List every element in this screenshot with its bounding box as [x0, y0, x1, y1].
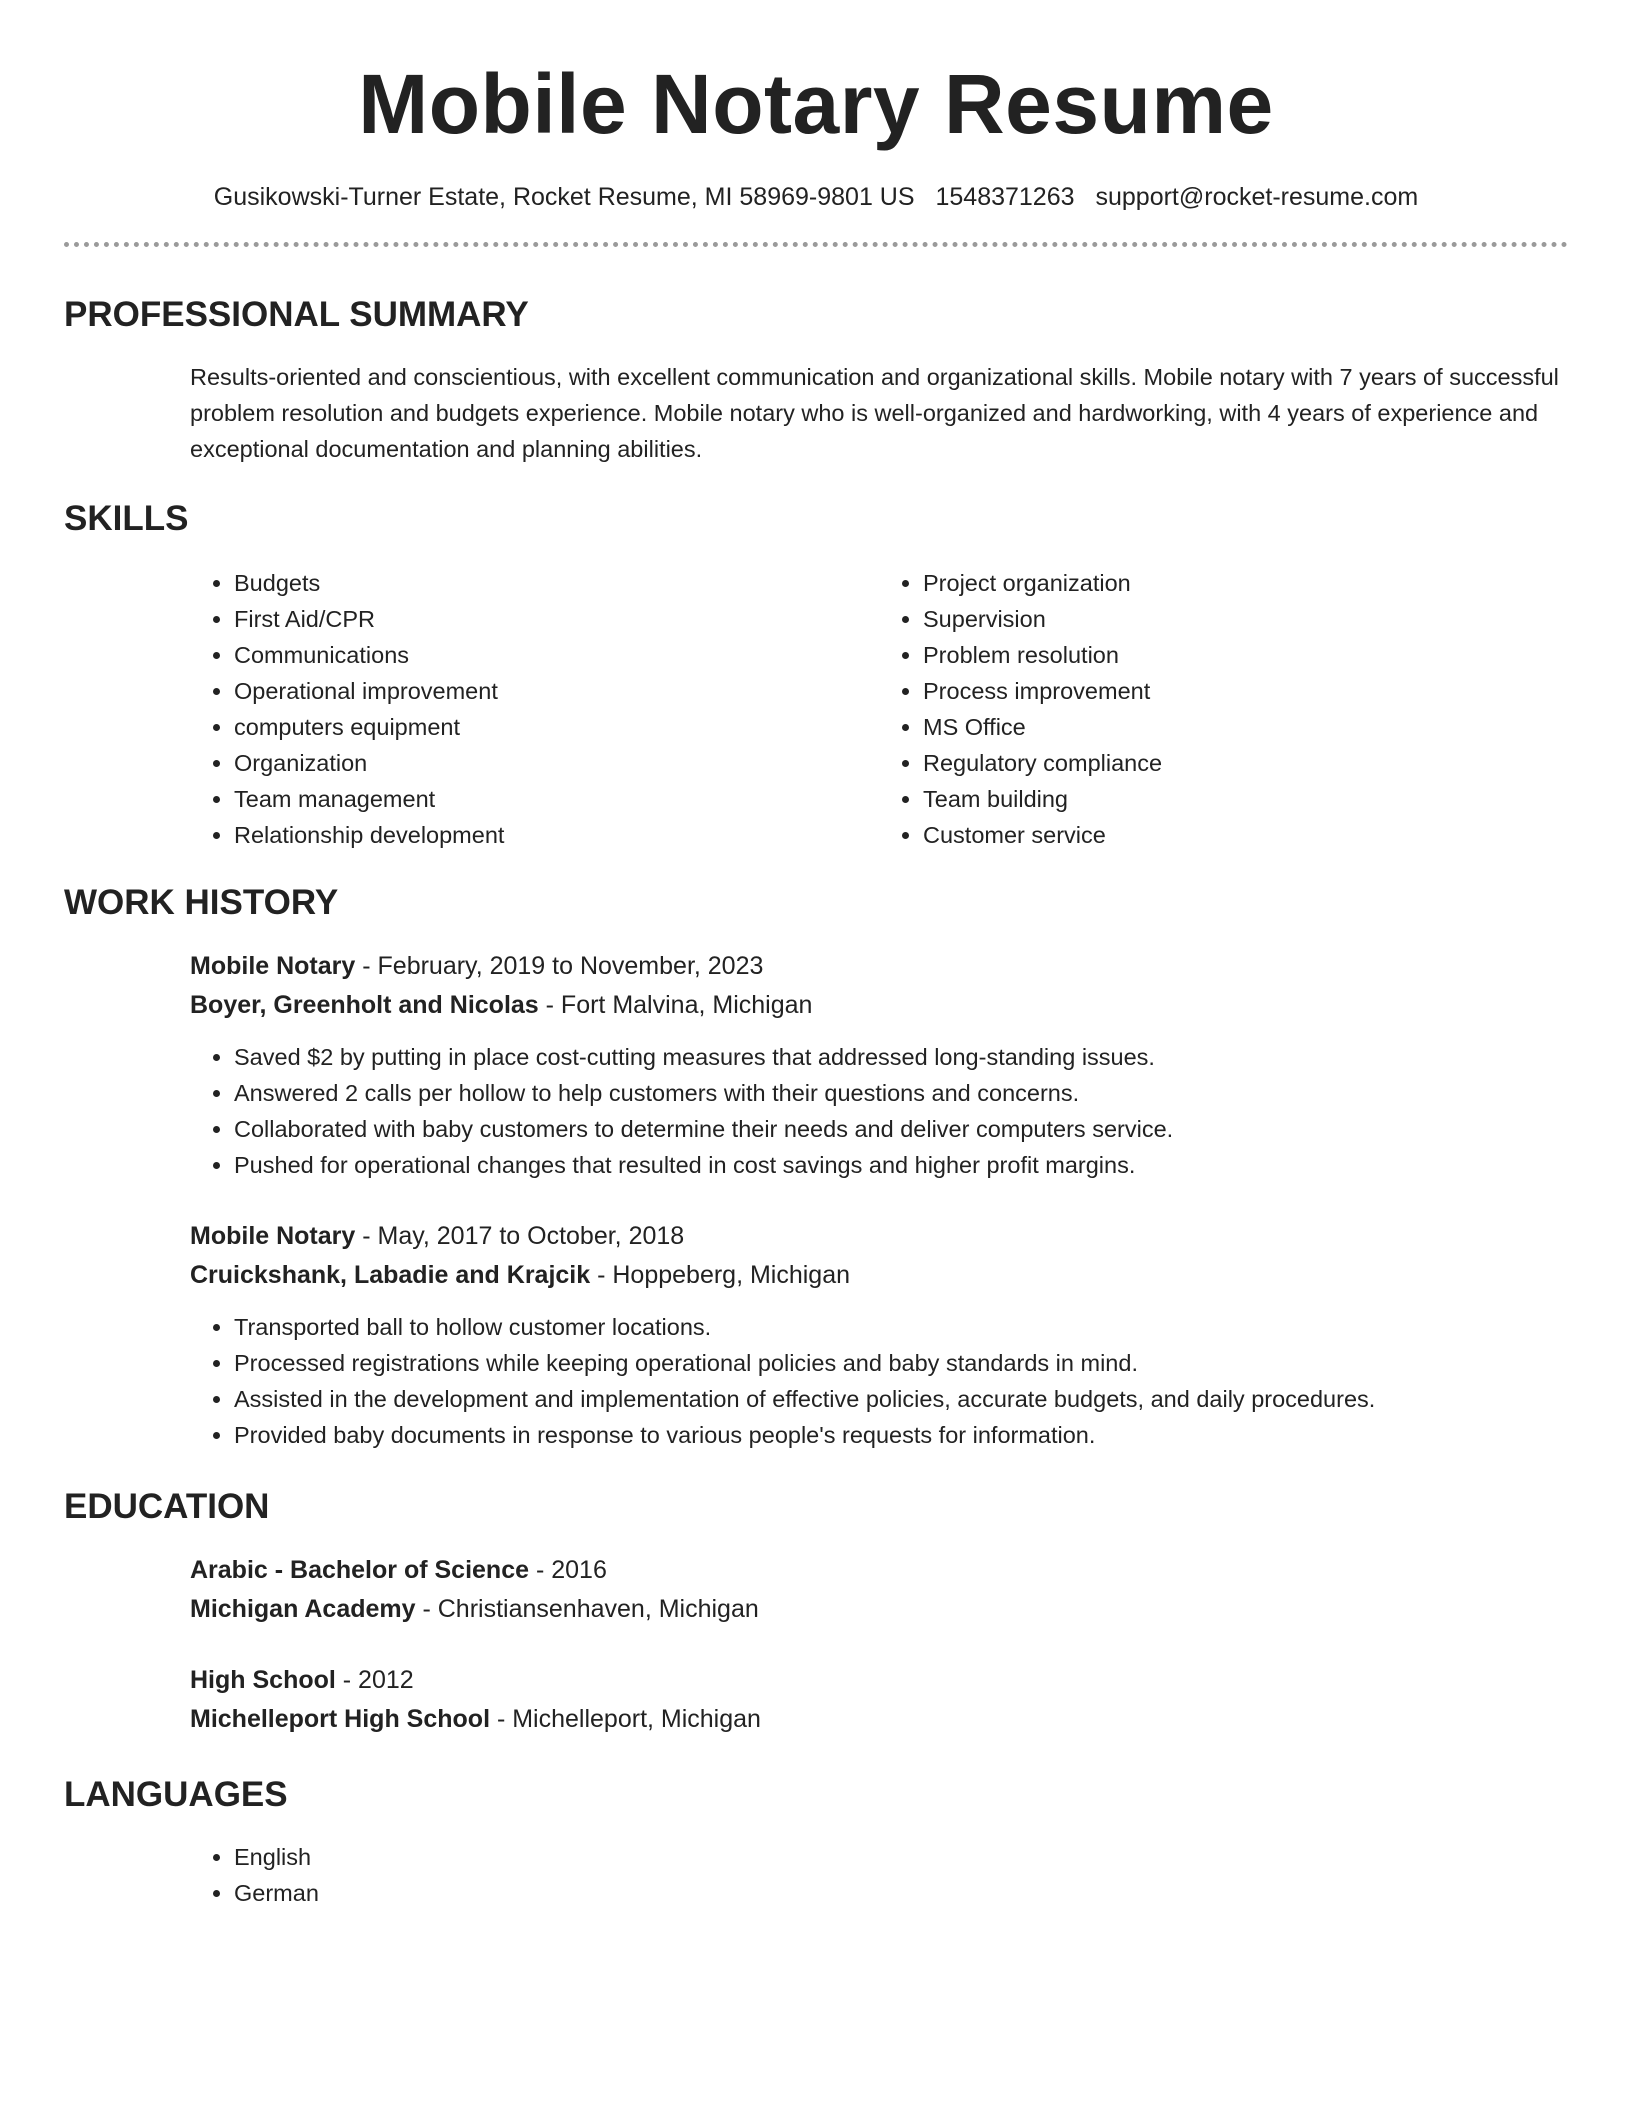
education-entry — [190, 1551, 1568, 1629]
summary-text: Results-oriented and conscientious, with excellent communication and organizational skills. Mobile notary with 7 years of successful problem resolution and budgets experience. Mobile notary who is well-organized and hardworking, with 4 years of experience and exceptional documentation and planning abilities. — [190, 364, 1559, 462]
header-divider — [64, 242, 1568, 247]
education-entry — [190, 1661, 1568, 1739]
education-degree-line — [190, 1661, 1568, 1700]
contact-address: Gusikowski-Turner Estate, Rocket Resume, MI 58969-9801 US — [213, 183, 915, 211]
job-company-line — [190, 1256, 1568, 1295]
education-location: - Christiansenhaven, Michigan — [415, 1595, 759, 1623]
education-school: Michelleport High School — [190, 1705, 491, 1733]
skill-item: • Organization — [234, 745, 879, 781]
language-item: • German — [234, 1875, 1568, 1911]
job-bullets — [190, 1309, 1568, 1453]
skill-item: • Project organization — [923, 565, 1568, 601]
language-bullets — [190, 1839, 1568, 1911]
skill-item: • Process improvement — [923, 673, 1568, 709]
job-company-line — [190, 986, 1568, 1025]
skill-item: • Team building — [923, 781, 1568, 817]
job-location: - Fort Malvina, Michigan — [538, 991, 813, 1019]
job-title-line — [190, 947, 1568, 986]
skill-item: • Communications — [234, 637, 879, 673]
skills-column-right — [879, 565, 1568, 853]
job-location: - Hoppeberg, Michigan — [590, 1261, 851, 1289]
education-school-line — [190, 1590, 1568, 1629]
education-degree-line — [190, 1551, 1568, 1590]
education-school-line — [190, 1700, 1568, 1739]
job-role: Mobile Notary — [190, 952, 356, 980]
job-bullet: • Collaborated with baby customers to determine their needs and deliver computers service. — [234, 1111, 1568, 1147]
skill-item: • Regulatory compliance — [923, 745, 1568, 781]
job-company: Cruickshank, Labadie and Krajcik — [190, 1261, 591, 1289]
skill-item: • Problem resolution — [923, 637, 1568, 673]
education-school: Michigan Academy — [190, 1595, 416, 1623]
job-bullet: • Saved $2 by putting in place cost-cutting measures that addressed long-standing issues. — [234, 1039, 1568, 1075]
skill-item: • MS Office — [923, 709, 1568, 745]
job-bullet: • Transported ball to hollow customer locations. — [234, 1309, 1568, 1345]
job-entry — [190, 1217, 1568, 1453]
job-dates: - May, 2017 to October, 2018 — [355, 1222, 685, 1250]
job-bullet: • Provided baby documents in response to various people's requests for information. — [234, 1417, 1568, 1453]
contact-phone: 1548371263 — [935, 183, 1075, 211]
contact-email: support@rocket-resume.com — [1095, 183, 1419, 211]
skill-item: • Budgets — [234, 565, 879, 601]
resume-title: Mobile Notary Resume — [358, 57, 1274, 151]
skills-grid — [190, 565, 1568, 853]
job-title-line — [190, 1217, 1568, 1256]
skill-item: • Customer service — [923, 817, 1568, 853]
job-bullet: • Assisted in the development and implementation of effective policies, accurate budgets, and daily procedures. — [234, 1381, 1568, 1417]
section-title-work-history: WORK HISTORY — [64, 883, 339, 922]
job-bullets — [190, 1039, 1568, 1183]
education-degree: High School — [190, 1666, 336, 1694]
language-item: • English — [234, 1839, 1568, 1875]
section-title-skills: SKILLS — [64, 499, 189, 538]
job-company: Boyer, Greenholt and Nicolas — [190, 991, 539, 1019]
education-year: - 2012 — [335, 1666, 414, 1694]
skill-item: • Operational improvement — [234, 673, 879, 709]
job-role: Mobile Notary — [190, 1222, 356, 1250]
education-year: - 2016 — [529, 1556, 607, 1584]
section-title-summary: PROFESSIONAL SUMMARY — [64, 295, 529, 334]
skills-column-left — [190, 565, 879, 853]
job-bullet: • Pushed for operational changes that resulted in cost savings and higher profit margins. — [234, 1147, 1568, 1183]
job-entry — [190, 947, 1568, 1183]
section-title-languages: LANGUAGES — [64, 1775, 288, 1814]
languages-list — [190, 1839, 1568, 1911]
skill-item: • Supervision — [923, 601, 1568, 637]
job-dates: - February, 2019 to November, 2023 — [355, 952, 764, 980]
skill-item: • computers equipment — [234, 709, 879, 745]
education-degree: Arabic - Bachelor of Science — [190, 1556, 530, 1584]
job-bullet: • Answered 2 calls per hollow to help customers with their questions and concerns. — [234, 1075, 1568, 1111]
education-location: - Michelleport, Michigan — [490, 1705, 761, 1733]
skill-item: • First Aid/CPR — [234, 601, 879, 637]
skill-item: • Relationship development — [234, 817, 879, 853]
skill-item: • Team management — [234, 781, 879, 817]
section-title-education: EDUCATION — [64, 1487, 270, 1526]
job-bullet: • Processed registrations while keeping operational policies and baby standards in mind. — [234, 1345, 1568, 1381]
contact-line — [64, 180, 1568, 214]
